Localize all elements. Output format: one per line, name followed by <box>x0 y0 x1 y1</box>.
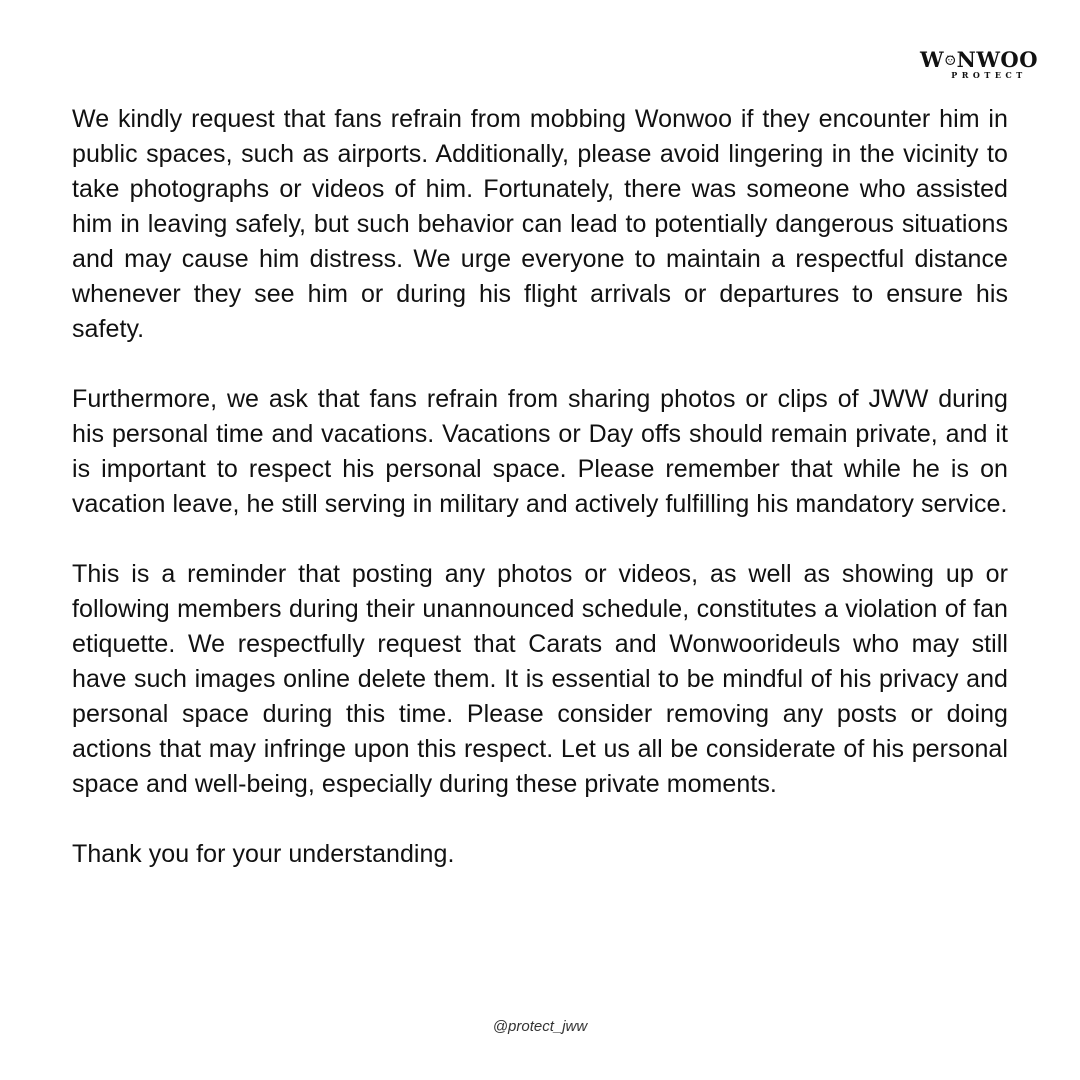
logo-title-suffix: NWOO <box>956 47 1038 72</box>
footer-handle: @protect_jww <box>492 1018 588 1035</box>
logo-title <box>920 47 1038 72</box>
paragraph-mobbing: We kindly request that fans refrain from mobbing Wonwoo if they encounter him in public spaces, such as airports. Additionally, please avoid lingering in the vicinity to take photographs or videos of him. Fortunately, there was someone who assisted him in leaving safely, but such behavior can lead to potentially dangerous situations and may cause him distress. We urge everyone to maintain a respectful distance whenever they see him or during his flight arrivals or departures to ensure his safety. <box>72 105 1008 343</box>
cat-face-icon <box>945 51 956 69</box>
paragraph-vacation: Furthermore, we ask that fans refrain from sharing photos or clips of JWW during his personal time and vacations. Vacations or Day offs should remain private, and it is important to respect his personal space. Please remember that while he is on vacation leave, he still serving in military and actively fulfilling his mandatory service. <box>72 385 1008 518</box>
statement-body <box>72 102 1008 872</box>
paragraph-etiquette: This is a reminder that posting any photos or videos, as well as showing up or following members during their unannounced schedule, constitutes a violation of fan etiquette. We respectfully request that Carats and Wonwoorideuls who may still have such images online delete them. It is essential to be mindful of his privacy and personal space during this time. Please consider removing any posts or doing actions that may infringe upon this respect. Let us all be considerate of his personal space and well-being, especially during these private moments. <box>72 560 1008 798</box>
brand-logo <box>920 47 1038 80</box>
logo-title-prefix: W <box>920 47 945 72</box>
paragraph-thanks: Thank you for your understanding. <box>72 840 455 868</box>
logo-subtitle: PROTECT <box>951 70 1027 80</box>
